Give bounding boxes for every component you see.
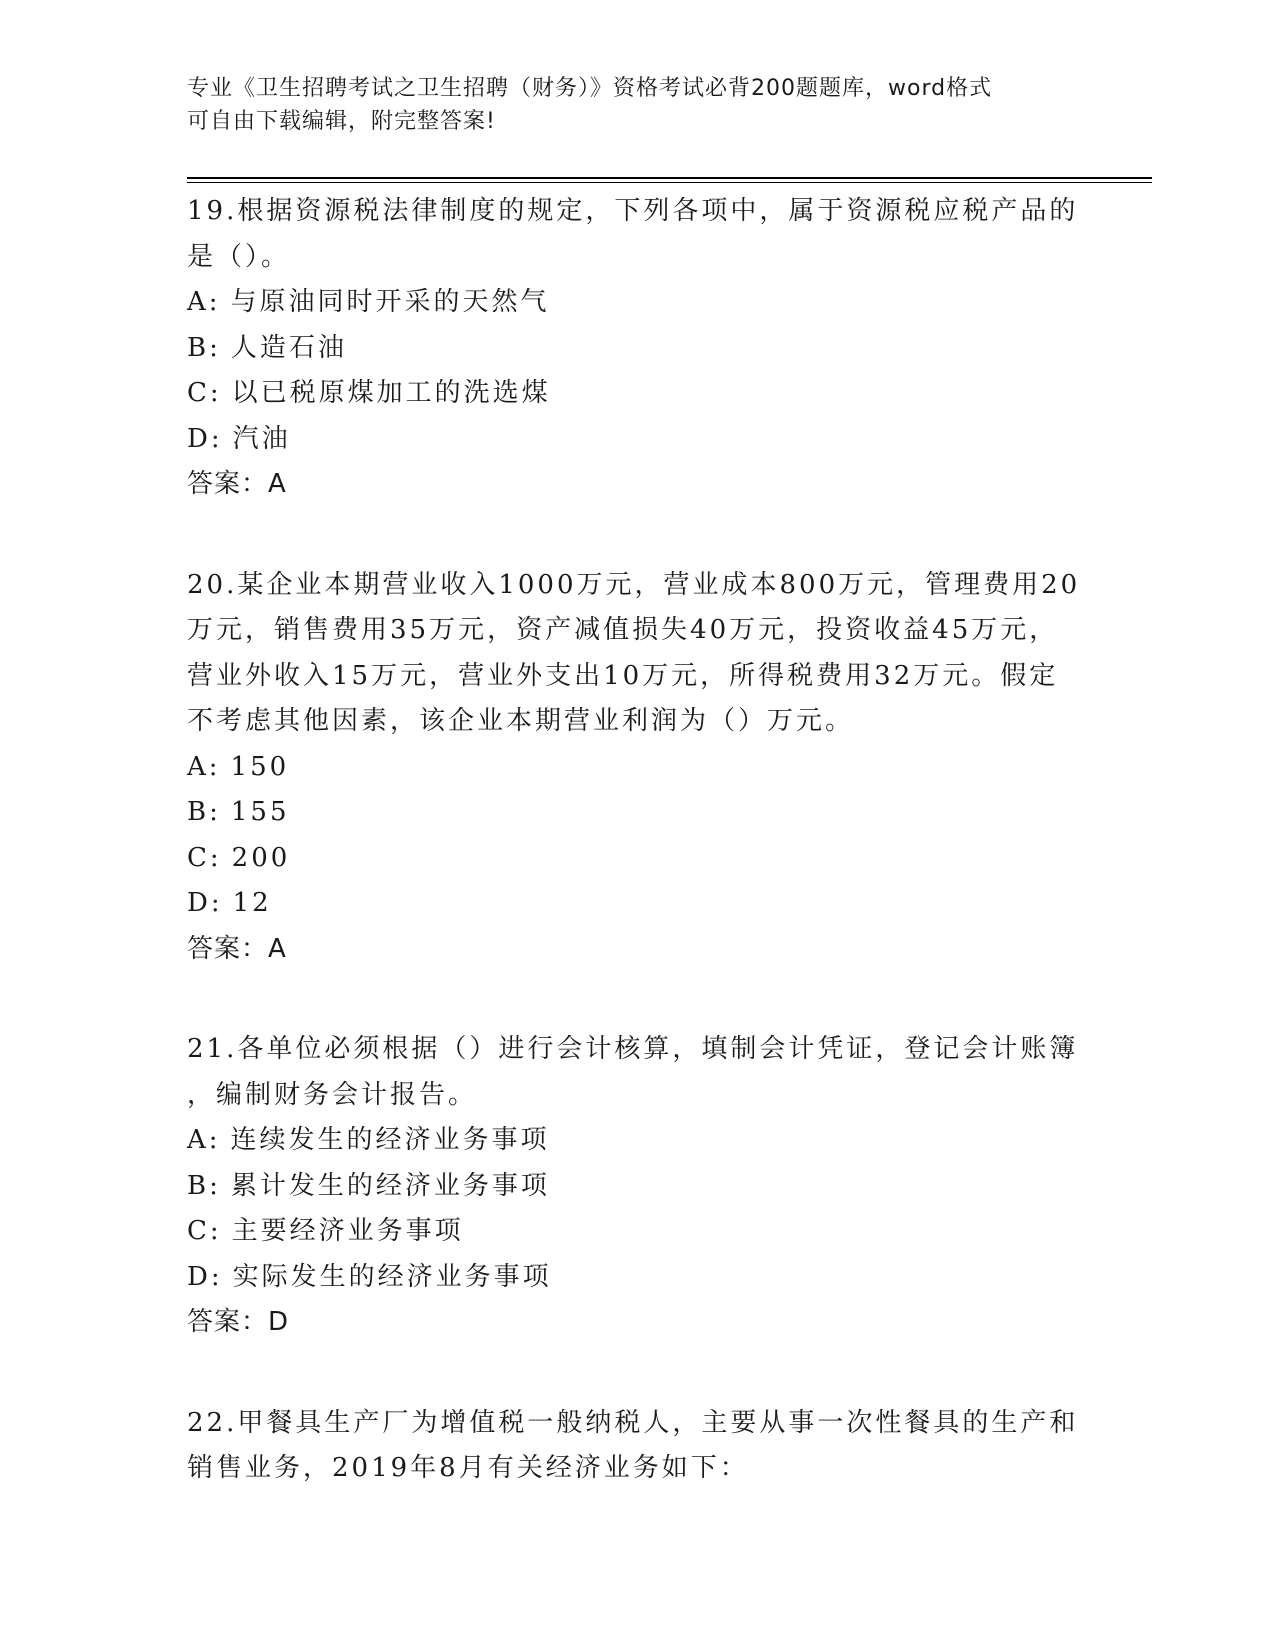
header-line: 专业《卫生招聘考试之卫生招聘（财务）》资格考试必背200题题库，word格式 xyxy=(187,76,993,101)
question-list xyxy=(187,189,1087,1547)
option-letter: D: xyxy=(187,1261,223,1292)
option-text: 实际发生的经济业务事项 xyxy=(232,1261,552,1292)
stem-line: ，编制财务会计报告。 xyxy=(187,1079,478,1110)
option-letter: C: xyxy=(187,842,222,873)
option-letter: C: xyxy=(187,1216,222,1246)
stem-line: 营业外收入15万元，营业外支出10万元，所得税费用32万元。假定 xyxy=(187,660,1059,691)
question-stem xyxy=(187,1401,1087,1492)
option-text: 以已税原煤加工的洗选煤 xyxy=(231,378,551,408)
question-stem xyxy=(187,563,1087,745)
question-21 xyxy=(187,1027,1087,1346)
document-header xyxy=(187,72,1067,138)
stem-line: 21.各单位必须根据（）进行会计核算，填制会计凭证，登记会计账簿 xyxy=(187,1034,1079,1064)
option-letter: D: xyxy=(187,888,223,918)
option-text: 200 xyxy=(231,842,291,873)
option-b xyxy=(187,326,1087,372)
option-b xyxy=(187,790,1087,836)
option-letter: D: xyxy=(187,423,223,454)
option-text: 人造石油 xyxy=(230,332,347,363)
option-text: 累计发生的经济业务事项 xyxy=(230,1170,550,1201)
stem-line: 19.根据资源税法律制度的规定，下列各项中，属于资源税应税产品的 xyxy=(187,196,1079,226)
question-22 xyxy=(187,1401,1087,1492)
option-letter: A: xyxy=(187,1125,221,1155)
option-text: 汽油 xyxy=(232,423,291,454)
stem-line: 销售业务，2019年8月有关经济业务如下： xyxy=(187,1453,749,1483)
stem-line: 20.某企业本期营业收入1000万元，营业成本800万元，管理费用20 xyxy=(187,569,1081,600)
stem-line: 是（）。 xyxy=(187,241,291,272)
stem-line: 万元，销售费用35万元，资产减值损失40万元，投资收益45万元， xyxy=(187,615,1059,645)
option-text: 与原油同时开采的天然气 xyxy=(230,287,550,317)
header-line: 可自由下载编辑，附完整答案! xyxy=(187,109,496,134)
option-c xyxy=(187,836,1087,882)
option-letter: B: xyxy=(187,1170,221,1201)
option-a xyxy=(187,745,1087,791)
option-text: 连续发生的经济业务事项 xyxy=(230,1125,550,1155)
option-text: 155 xyxy=(230,797,290,827)
stem-line: 22.甲餐具生产厂为增值税一般纳税人，主要从事一次性餐具的生产和 xyxy=(187,1407,1079,1438)
option-letter: C: xyxy=(187,378,222,408)
option-letter: A: xyxy=(187,287,221,317)
option-d xyxy=(187,1255,1087,1301)
option-b xyxy=(187,1164,1087,1210)
option-d xyxy=(187,881,1087,927)
stem-line: 不考虑其他因素，该企业本期营业利润为（）万元。 xyxy=(187,706,855,736)
option-letter: B: xyxy=(187,332,221,363)
option-a xyxy=(187,1118,1087,1164)
header-divider-thick xyxy=(187,177,1152,179)
option-text: 主要经济业务事项 xyxy=(231,1216,464,1246)
answer-line: 答案：A xyxy=(187,469,287,499)
option-letter: A: xyxy=(187,751,221,782)
option-text: 150 xyxy=(230,751,290,782)
option-c xyxy=(187,1209,1087,1255)
question-19 xyxy=(187,189,1087,508)
question-stem xyxy=(187,1027,1087,1118)
option-text: 12 xyxy=(232,888,272,918)
header-divider-thin xyxy=(187,182,1152,183)
answer-line: 答案：D xyxy=(187,1307,290,1337)
option-letter: B: xyxy=(187,797,221,827)
question-20 xyxy=(187,563,1087,973)
option-a xyxy=(187,280,1087,326)
question-stem xyxy=(187,189,1087,280)
option-c xyxy=(187,371,1087,417)
option-d xyxy=(187,417,1087,463)
answer-line: 答案：A xyxy=(187,933,287,964)
